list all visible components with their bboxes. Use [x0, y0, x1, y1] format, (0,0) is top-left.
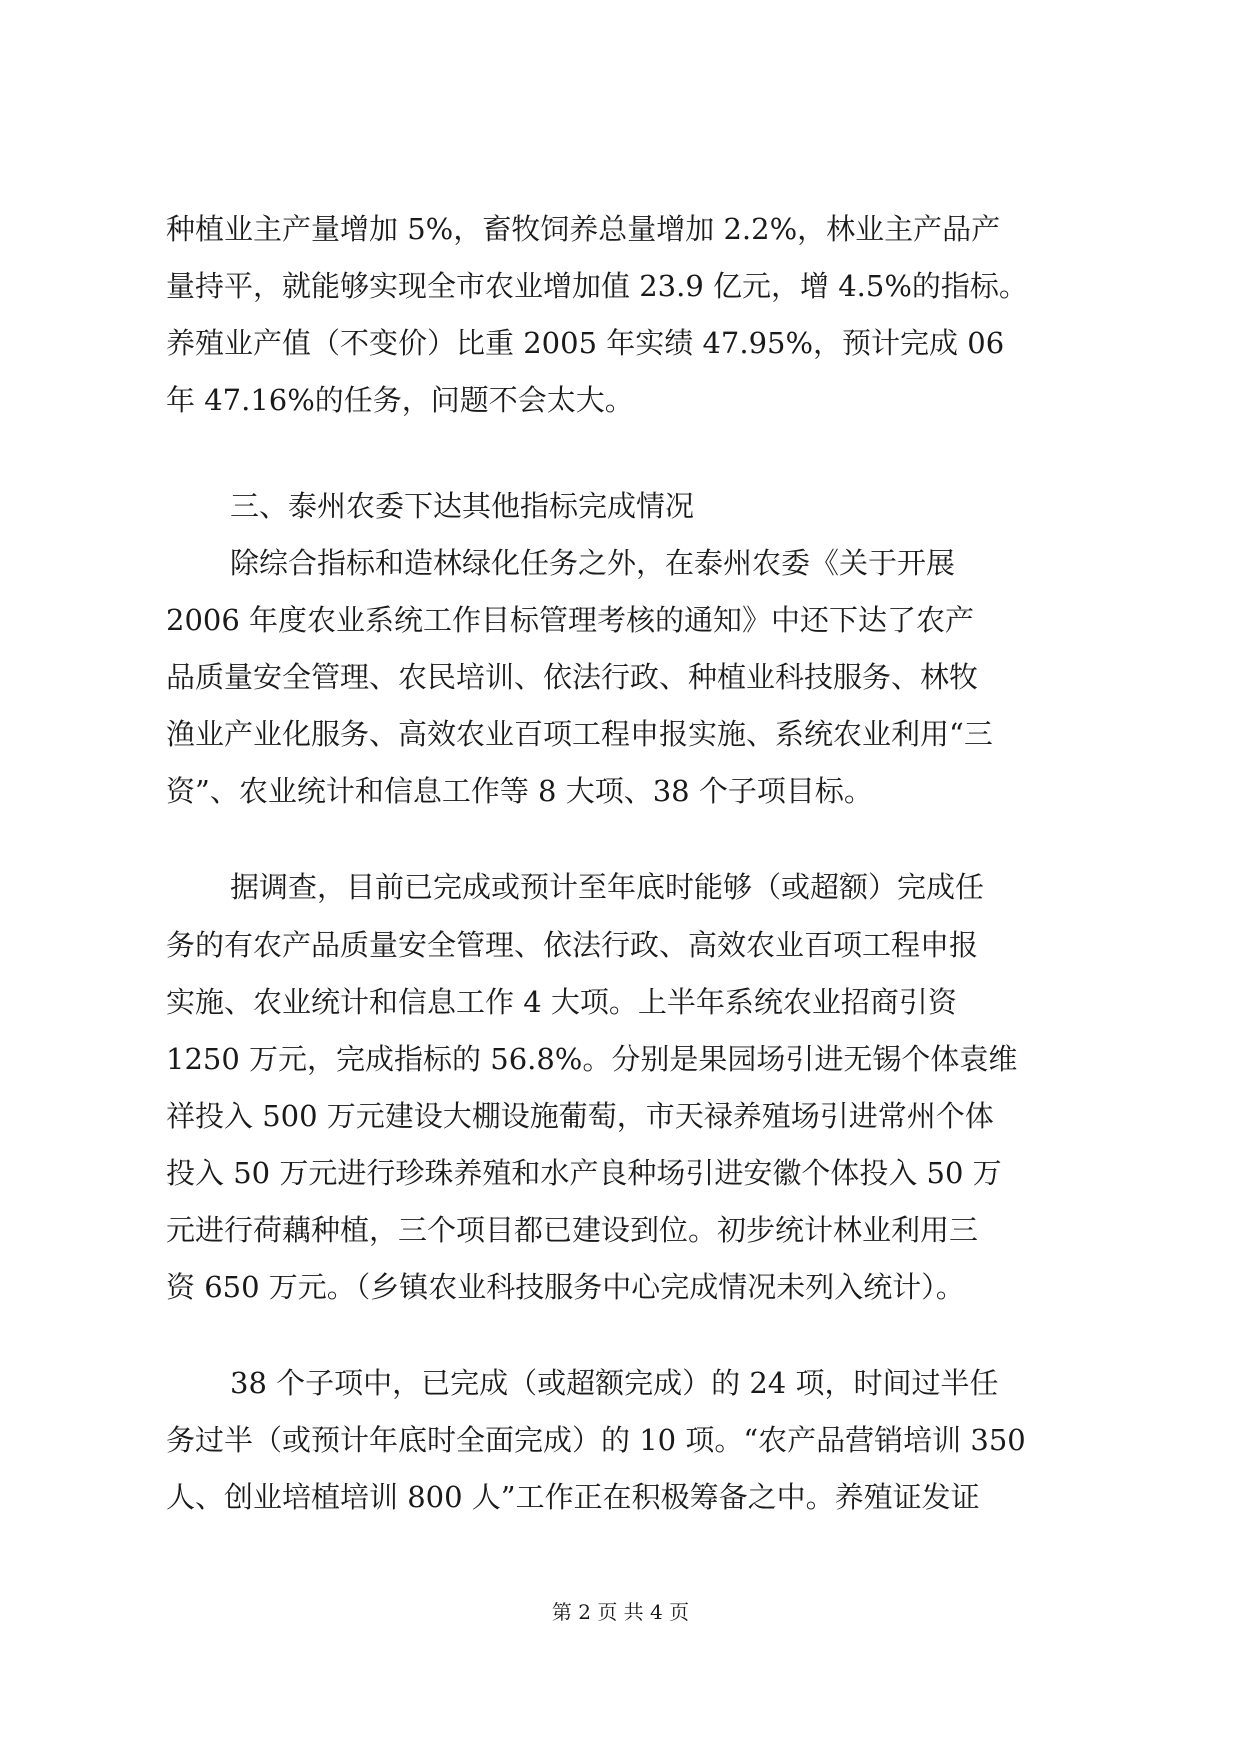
paragraph-line: 品质量安全管理、农民培训、依法行政、种植业科技服务、林牧 [166, 660, 979, 694]
paragraph-line: 人、创业培植培训 800 人”工作正在积极筹备之中。养殖证发证 [166, 1480, 980, 1514]
paragraph-line: 38 个子项中，已完成（或超额完成）的 24 项，时间过半任 [230, 1366, 999, 1400]
paragraph-line: 投入 50 万元进行珍珠养殖和水产良种场引进安徽个体投入 50 万 [166, 1156, 1002, 1190]
page-footer: 第 2 页 共 4 页 [551, 1600, 690, 1624]
paragraph-line: 除综合指标和造林绿化任务之外，在泰州农委《关于开展 [230, 546, 956, 580]
paragraph-line: 年 47.16%的任务，问题不会太大。 [166, 383, 634, 417]
section-heading: 三、泰州农委下达其他指标完成情况 [230, 489, 695, 523]
paragraph-line: 务过半（或预计年底时全面完成）的 10 项。“农产品营销培训 350 [166, 1423, 1026, 1457]
paragraph-line: 1250 万元，完成指标的 56.8%。分别是果园场引进无锡个体袁维 [166, 1042, 1018, 1076]
paragraph-line: 据调查，目前已完成或预计至年底时能够（或超额）完成任 [230, 870, 985, 904]
paragraph-line: 资 650 万元。（乡镇农业科技服务中心完成情况未列入统计）。 [166, 1270, 965, 1304]
paragraph-line: 实施、农业统计和信息工作 4 大项。上半年系统农业招商引资 [166, 985, 957, 1019]
paragraph-line: 务的有农产品质量安全管理、依法行政、高效农业百项工程申报 [166, 928, 979, 962]
paragraph-line: 渔业产业化服务、高效农业百项工程申报实施、系统农业利用“三 [166, 717, 993, 751]
paragraph-line: 资”、农业统计和信息工作等 8 大项、38 个子项目标。 [166, 774, 873, 808]
paragraph-line: 元进行荷藕种植，三个项目都已建设到位。初步统计林业利用三 [166, 1213, 979, 1247]
paragraph-line: 种植业主产量增加 5%，畜牧饲养总量增加 2.2%，林业主产品产 [166, 212, 1001, 246]
paragraph-line: 祥投入 500 万元建设大棚设施葡萄，市天禄养殖场引进常州个体 [166, 1099, 994, 1133]
paragraph-line: 量持平，就能够实现全市农业增加值 23.9 亿元，增 4.5%的指标。 [166, 269, 1028, 303]
paragraph-line: 2006 年度农业系统工作目标管理考核的通知》中还下达了农产 [166, 603, 975, 637]
paragraph-line: 养殖业产值（不变价）比重 2005 年实绩 47.95%，预计完成 06 [166, 326, 1005, 360]
